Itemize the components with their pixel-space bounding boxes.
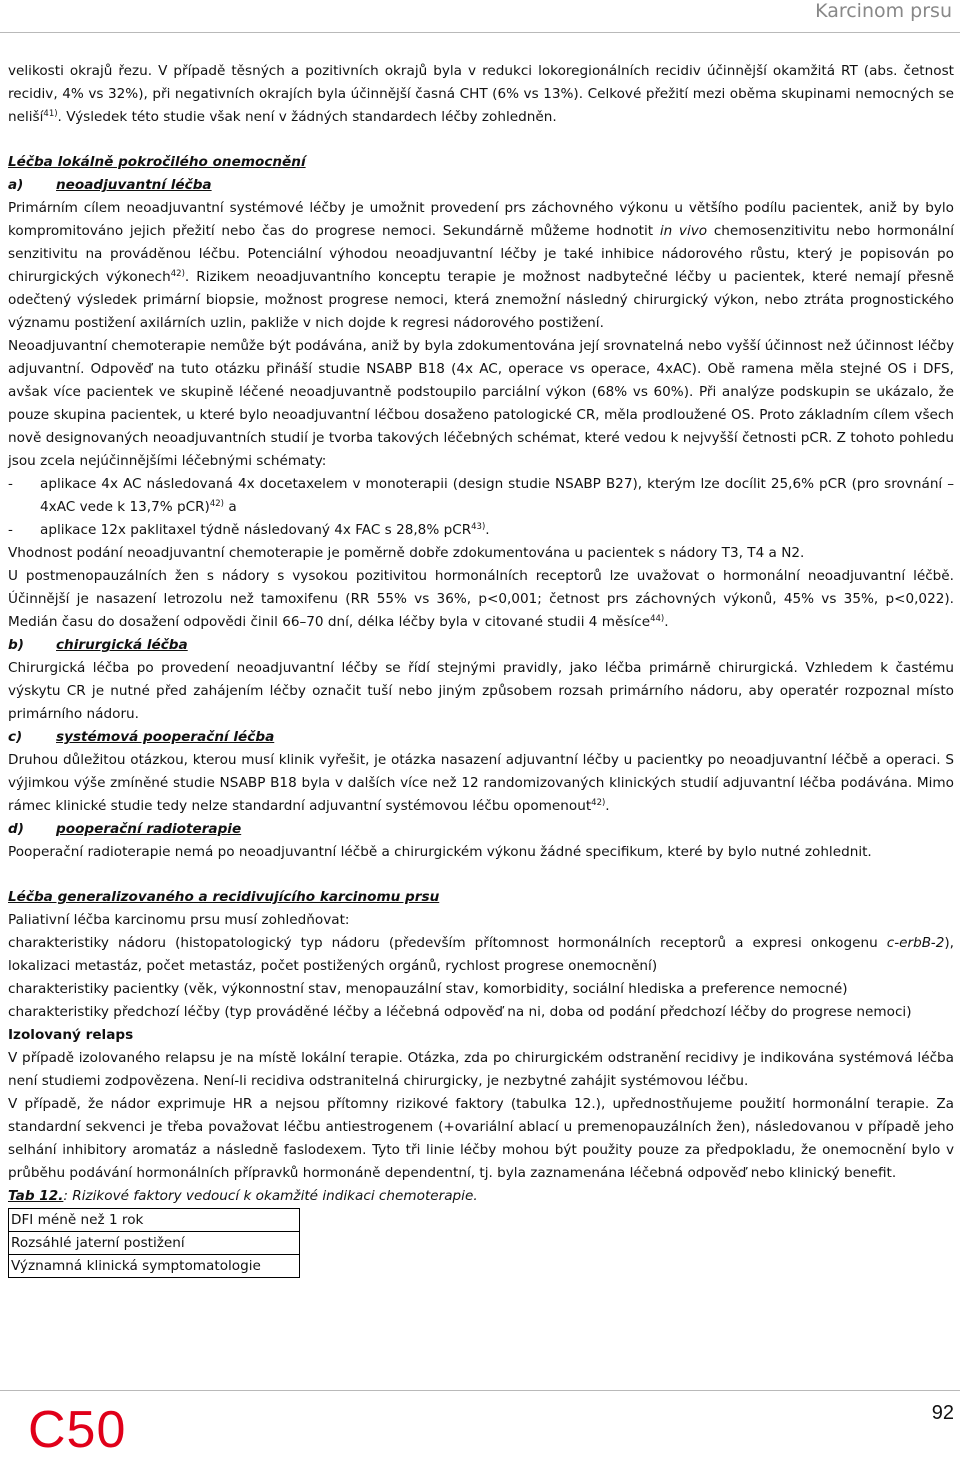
dash-bullet: -	[8, 522, 13, 538]
table-row	[9, 1232, 300, 1255]
isolated-relapse-title: Izolovaný relaps	[8, 1027, 134, 1043]
subsection-c-label: c)	[8, 729, 23, 745]
subsection-d-title: pooperační radioterapie	[56, 821, 242, 837]
hormonal-therapy-paragraph: V případě, že nádor exprimuje HR a nejsou přítomny rizikové faktory (tabulka 12.), upřednostňujeme použití hormonální terapie. Za standardní sekvenci je třeba považovat léčbu antiestrogenem (+ovariální ablací u premenopauzálních žen), následovanou v případě jeho selhání inhibitory aromatáz a následně faslodexem. Tyto tři linie léčby mohou být použity pouze za předpokladu, že onemocnění bylo v průběhu podávání hormonálních přípravků hormonáně dependentní, tj. byla zaznamenána léčebná odpověď nebo klinický benefit.	[8, 1096, 954, 1181]
dash2-tail: .	[485, 522, 490, 538]
neoadjuvant-paragraph-4	[8, 565, 954, 634]
c50-logo: C50	[28, 1401, 127, 1459]
patient-characteristics: charakteristiky pacientky (věk, výkonnostní stav, menopauzální stav, komorbidity, sociální hlediska a preference nemocné)	[8, 981, 848, 997]
reference-43: 43)	[471, 522, 486, 532]
table-label: Tab 12.	[8, 1188, 64, 1204]
tumor-characteristics	[8, 932, 954, 978]
section-title-locally-advanced: Léčba lokálně pokročilého onemocnění	[8, 154, 306, 170]
dash-bullet: -	[8, 476, 13, 492]
neoadjuvant-paragraph-2: Neoadjuvantní chemoterapie nemůže být podávána, aniž by byla zdokumentována její srovnatelná nebo vyšší účinnost než účinnost léčby adjuvantní. Odpověď na tuto otázku přináší studie NSABP B18 (4x AC, operace vs operace, 4xAC). Obě ramena měla stejné OS i DFS, avšak více pacientek ve skupině léčené neoadjuvantně podstoupilo parciální výkon (68% vs 60%). Při analýze podskupin se ukázalo, že pouze skupina pacientek, u které bylo neoadjuvantní léčbou dosaženo patologické CR, měla prodloužené OS. Proto základním cílem všech nově designovaných neoadjuvantních studií je tvorba takových léčebných schémat, které vedou k nejvyšší četnosti pCR. Z tohoto pohledu jsou zcela nejúčinnějšími léčebnými schématy:	[8, 338, 954, 469]
subsection-c-heading	[8, 726, 954, 749]
reference-41: 41)	[43, 109, 58, 119]
intro-paragraph	[8, 60, 954, 129]
reference-42: 42)	[170, 269, 185, 279]
intro-text: velikosti okrajů řezu. V případě těsných a pozitivních okrajů byla v redukci lokoregionálních recidiv účinnější okamžitá RT (abs. četnost recidiv, 4% vs 32%), při negativních okrajích byla účinnější časná CHT (6% vs 13%). Celkové přežití mezi oběma skupinami nemocných se neliší	[8, 63, 954, 125]
subsection-a-label: a)	[8, 177, 24, 193]
prior-treatment-characteristics: charakteristiky předchozí léčby (typ prováděné léčby a léčebná odpověď na ni, doba od podání předchozí léčby do progrese nemoci)	[8, 1004, 912, 1020]
page-body	[8, 60, 954, 1278]
table-cell: DFI méně než 1 rok	[9, 1209, 300, 1232]
table-caption-text: : Rizikové faktory vedoucí k okamžité indikaci chemoterapie.	[63, 1188, 478, 1204]
schema-item-1-text	[40, 473, 954, 519]
reference-42c: 42)	[591, 798, 606, 808]
schema-item-2-text	[40, 519, 954, 542]
p1-text-2: chemosenzitivitu nebo hormonální senzitivitu na prováděnou léčbu. Potenciální výhodou neoadjuvantní léčby je také inhibice nádorového růstu, který je popisován po chirurgických výkonech	[8, 223, 954, 285]
subsection-a-title: neoadjuvantní léčba	[56, 177, 212, 193]
schema-item-2	[8, 519, 954, 542]
table-row	[9, 1255, 300, 1278]
p4-text: U postmenopauzálních žen s nádory s vysokou pozitivitou hormonálních receptorů lze uvažovat o hormonální neoadjuvantní léčbě. Účinnější je nasazení letrozolu než tamoxifenu (RR 55% vs 36%, p<0,001; četnost prs záchovných výkonů, 45% vs 35%, p<0,022). Medián času do dosažení odpovědi činil 66–70 dní, délka léčby byla v citované studii 4 měsíce	[8, 568, 954, 630]
intro-text-end: . Výsledek této studie však není v žádných standardech léčby zohledněn.	[57, 109, 557, 125]
schema-item-1	[8, 473, 954, 519]
oncogene-italic: c-erbB-2	[886, 935, 945, 951]
section-title-generalized: Léčba generalizovaného a recidivujícího karcinomu prsu	[8, 889, 440, 905]
p6-tail: .	[605, 798, 610, 814]
subsection-a-heading	[8, 174, 954, 197]
postop-radiotherapy-paragraph: Pooperační radioterapie nemá po neoadjuvantní léčbě a chirurgickém výkonu žádné specifikum, které by bylo nutné zohlednit.	[8, 844, 872, 860]
subsection-d-heading	[8, 818, 954, 841]
p1-text-3: . Rizikem neoadjuvantního konceptu terapie je možnost nadbytečné léčby u pacientek, které nemají přesně odečtený výsledek primární biopsie, možnost progrese nemoci, která znemožní následný chirurgický výkon, nebo ztráta prognostického významu postižení axilárních uzlin, pakliže v nich dojde k regresi nádorového postižení.	[8, 269, 954, 331]
risk-factors-table	[8, 1208, 300, 1278]
subsection-b-label: b)	[8, 637, 24, 653]
table-cell: Rozsáhlé jaterní postižení	[9, 1232, 300, 1255]
page-number: 92	[931, 1402, 954, 1424]
reference-42b: 42)	[209, 499, 224, 509]
dash1-tail: a	[224, 499, 237, 515]
p6-text: Druhou důležitou otázkou, kterou musí klinik vyřešit, je otázka nasazení adjuvantní léčby u pacientky po neoadjuvantní léčbě a operaci. S výjimkou výše zmíněné studie NSABP B18 byla v dalších více než 12 randomizovaných klinických studií adjuvantní léčba podávána. Mimo rámec klinické studie tedy nelze standardní adjuvantní systémovou léčbu opomenout	[8, 752, 954, 814]
p2-text: charakteristiky nádoru (histopatologický typ nádoru (především přítomnost hormonálních receptorů a expresi onkogenu	[8, 935, 887, 951]
postop-systemic-paragraph	[8, 749, 954, 818]
neoadjuvant-paragraph-3: Vhodnost podání neoadjuvantní chemoterapie je poměrně dobře zdokumentována u pacientek s nádory T3, T4 a N2.	[8, 545, 805, 561]
dash1-text: aplikace 4x AC následovaná 4x docetaxelem v monoterapii (design studie NSABP B27), kterým lze docílit 25,6% pCR (pro srovnání – 4xAC vede k 13,7% pCR)	[40, 476, 954, 515]
isolated-relapse-paragraph: V případě izolovaného relapsu je na místě lokální terapie. Otázka, zda po chirurgickém odstranění recidivy je indikována systémová léčba není studiemi zodpovězena. Není-li recidiva odstranitelná chirurgicky, je nezbytné zahájit systémovou léčbu.	[8, 1050, 954, 1089]
subsection-b-heading	[8, 634, 954, 657]
footer-divider	[0, 1390, 960, 1391]
palliative-intro: Paliativní léčba karcinomu prsu musí zohledňovat:	[8, 912, 350, 928]
dash2-text: aplikace 12x paklitaxel týdně následovaný 4x FAC s 28,8% pCR	[40, 522, 472, 538]
subsection-c-title: systémová pooperační léčba	[56, 729, 275, 745]
p2-tail: ), lokalizaci metastáz, počet metastáz, počet postižených orgánů, rychlost progrese onemocnění)	[8, 935, 954, 974]
header-divider	[0, 32, 960, 33]
neoadjuvant-paragraph-1	[8, 197, 954, 335]
table-cell: Významná klinická symptomatologie	[9, 1255, 300, 1278]
table-caption	[8, 1185, 954, 1208]
table-row	[9, 1209, 300, 1232]
running-header-title: Karcinom prsu	[815, 0, 952, 22]
surgery-paragraph: Chirurgická léčba po provedení neoadjuvantní léčby se řídí stejnými pravidly, jako léčba primárně chirurgická. Vzhledem k častému výskytu CR je nutné před zahájením léčby označit tuší nebo jiným způsobem rozsah primárního nádoru, aby operatér rozpoznal místo primárního nádoru.	[8, 660, 954, 722]
p1-italic: in vivo	[659, 223, 708, 239]
subsection-b-title: chirurgická léčba	[56, 637, 188, 653]
p1-text-1: Primárním cílem neoadjuvantní systémové léčby je umožnit provedení prs záchovného výkonu u většího podílu pacientek, aniž by bylo kompromitováno jejich přežití nebo čas do progrese nemoci. Sekundárně můžeme hodnotit	[8, 200, 954, 239]
subsection-d-label: d)	[8, 821, 24, 837]
reference-44: 44)	[650, 614, 665, 624]
p4-tail: .	[664, 614, 669, 630]
